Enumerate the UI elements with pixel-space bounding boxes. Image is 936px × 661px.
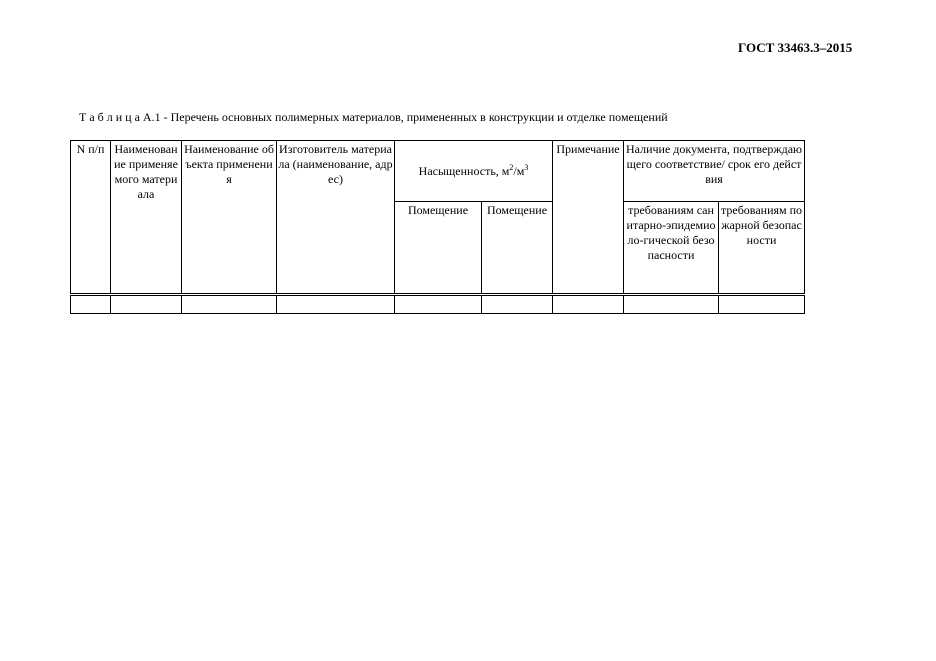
saturation-slash: /м [513, 164, 525, 178]
saturation-label: Насыщенность, м [418, 164, 510, 178]
table-row [71, 295, 805, 314]
header-manufacturer: Изготовитель материала (наименование, адрес) [277, 141, 395, 295]
table-cell [111, 295, 182, 314]
header-note: Примечание [553, 141, 624, 295]
table-cell [553, 295, 624, 314]
table-cell [719, 295, 805, 314]
table-cell [277, 295, 395, 314]
saturation-sup-1: 2 [509, 163, 514, 172]
header-documents: Наличие документа, подтверждающего соответствие/ срок его действия [624, 141, 805, 202]
header-sanitary: требованиям санитарно-эпидемиоло-гической безопасности [624, 202, 719, 295]
header-room-1: Помещение [395, 202, 482, 295]
header-number: N п/п [71, 141, 111, 295]
materials-table [70, 140, 805, 314]
table-cell [182, 295, 277, 314]
header-material-name: Наименование применяемого материала [111, 141, 182, 295]
header-object-name: Наименование объекта применения [182, 141, 277, 295]
table-cell [482, 295, 553, 314]
table-cell [71, 295, 111, 314]
header-saturation [395, 141, 553, 202]
table-cell [624, 295, 719, 314]
header-room-2: Помещение [482, 202, 553, 295]
table-caption: Т а б л и ц а А.1 - Перечень основных полимерных материалов, примененных в конструкции и отделке помещений [79, 110, 668, 124]
header-fire: требованиям пожарной безопасности [719, 202, 805, 295]
table-cell [395, 295, 482, 314]
saturation-sup-2: 3 [524, 163, 529, 172]
standard-code: ГОСТ 33463.3–2015 [738, 40, 853, 55]
